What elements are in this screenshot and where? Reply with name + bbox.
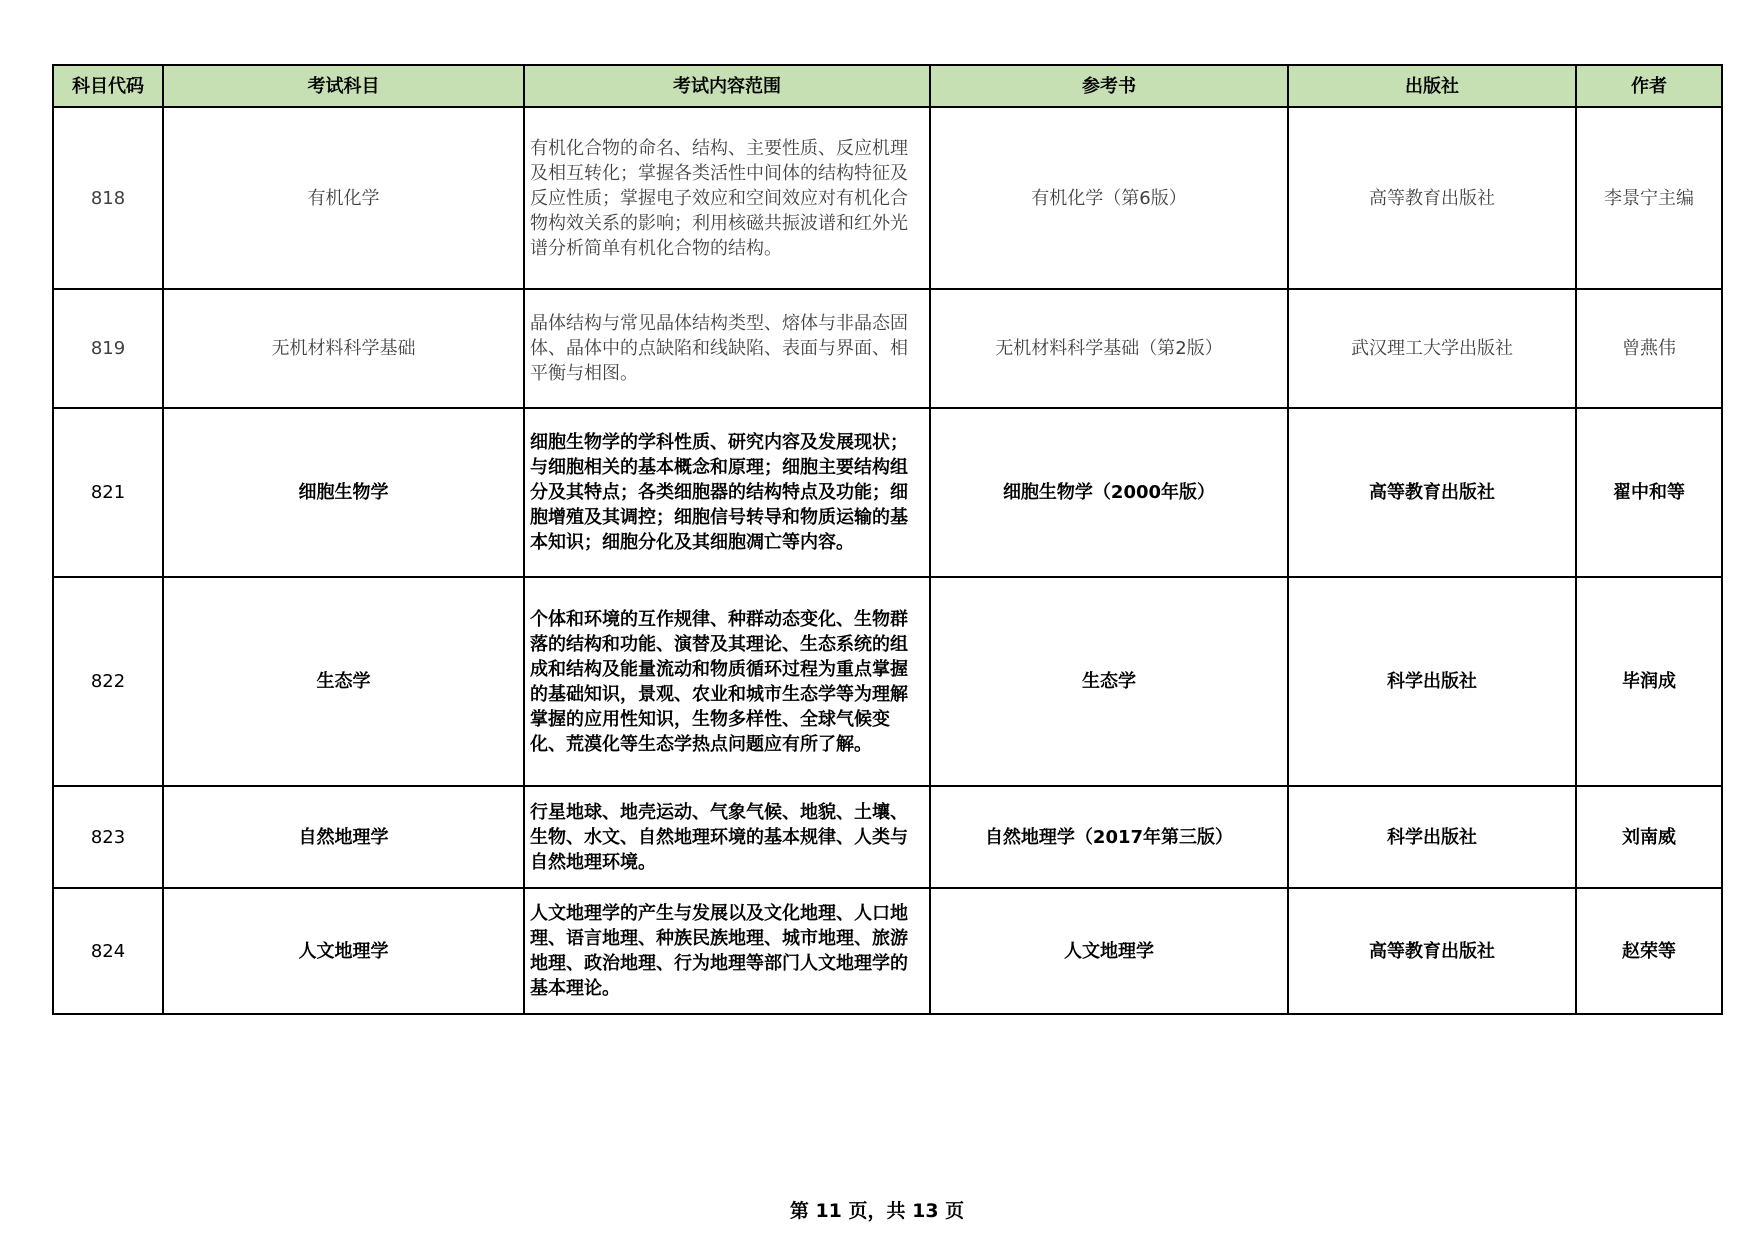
cell-subject: 人文地理学	[163, 888, 524, 1014]
table-row	[53, 786, 1722, 888]
cell-code: 819	[53, 289, 163, 408]
cell-code: 821	[53, 408, 163, 577]
cell-scope: 行星地球、地壳运动、气象气候、地貌、土壤、生物、水文、自然地理环境的基本规律、人类与自然地理环境。	[524, 786, 930, 888]
header-publisher: 出版社	[1288, 65, 1576, 107]
header-row	[53, 65, 1722, 107]
cell-subject: 细胞生物学	[163, 408, 524, 577]
cell-subject: 自然地理学	[163, 786, 524, 888]
cell-book: 无机材料科学基础（第2版）	[930, 289, 1288, 408]
table-row	[53, 408, 1722, 577]
cell-book: 细胞生物学（2000年版）	[930, 408, 1288, 577]
cell-subject: 有机化学	[163, 107, 524, 289]
cell-publisher: 科学出版社	[1288, 577, 1576, 786]
cell-subject: 生态学	[163, 577, 524, 786]
cell-publisher: 高等教育出版社	[1288, 888, 1576, 1014]
cell-scope: 细胞生物学的学科性质、研究内容及发展现状；与细胞相关的基本概念和原理；细胞主要结构组分及其特点；各类细胞器的结构特点及功能；细胞增殖及其调控；细胞信号转导和物质运输的基本知识；细胞分化及其细胞凋亡等内容。	[524, 408, 930, 577]
cell-author: 翟中和等	[1576, 408, 1722, 577]
cell-scope: 晶体结构与常见晶体结构类型、熔体与非晶态固体、晶体中的点缺陷和线缺陷、表面与界面、相平衡与相图。	[524, 289, 930, 408]
cell-code: 823	[53, 786, 163, 888]
cell-book: 人文地理学	[930, 888, 1288, 1014]
cell-author: 刘南威	[1576, 786, 1722, 888]
cell-author: 毕润成	[1576, 577, 1722, 786]
cell-code: 822	[53, 577, 163, 786]
cell-publisher: 武汉理工大学出版社	[1288, 289, 1576, 408]
page-number-footer: 第 11 页，共 13 页	[789, 1200, 965, 1222]
header-author: 作者	[1576, 65, 1722, 107]
cell-book: 生态学	[930, 577, 1288, 786]
cell-author: 李景宁主编	[1576, 107, 1722, 289]
cell-book: 有机化学（第6版）	[930, 107, 1288, 289]
cell-book: 自然地理学（2017年第三版）	[930, 786, 1288, 888]
table-row	[53, 888, 1722, 1014]
cell-scope: 有机化合物的命名、结构、主要性质、反应机理及相互转化；掌握各类活性中间体的结构特征及反应性质；掌握电子效应和空间效应对有机化合物构效关系的影响；利用核磁共振波谱和红外光谱分析简单有机化合物的结构。	[524, 107, 930, 289]
cell-publisher: 高等教育出版社	[1288, 408, 1576, 577]
header-book: 参考书	[930, 65, 1288, 107]
cell-code: 818	[53, 107, 163, 289]
header-subject: 考试科目	[163, 65, 524, 107]
cell-publisher: 高等教育出版社	[1288, 107, 1576, 289]
cell-scope: 个体和环境的互作规律、种群动态变化、生物群落的结构和功能、演替及其理论、生态系统的组成和结构及能量流动和物质循环过程为重点掌握的基础知识，景观、农业和城市生态学等为理解掌握的应用性知识，生物多样性、全球气候变化、荒漠化等生态学热点问题应有所了解。	[524, 577, 930, 786]
cell-scope: 人文地理学的产生与发展以及文化地理、人口地理、语言地理、种族民族地理、城市地理、旅游地理、政治地理、行为地理等部门人文地理学的基本理论。	[524, 888, 930, 1014]
table-row	[53, 577, 1722, 786]
table-row	[53, 107, 1722, 289]
table-header	[53, 65, 1722, 107]
cell-subject: 无机材料科学基础	[163, 289, 524, 408]
header-code: 科目代码	[53, 65, 163, 107]
cell-code: 824	[53, 888, 163, 1014]
cell-author: 曾燕伟	[1576, 289, 1722, 408]
table-body	[53, 107, 1722, 1014]
cell-publisher: 科学出版社	[1288, 786, 1576, 888]
cell-author: 赵荣等	[1576, 888, 1722, 1014]
exam-subjects-table	[52, 64, 1723, 1015]
header-scope: 考试内容范围	[524, 65, 930, 107]
table-row	[53, 289, 1722, 408]
